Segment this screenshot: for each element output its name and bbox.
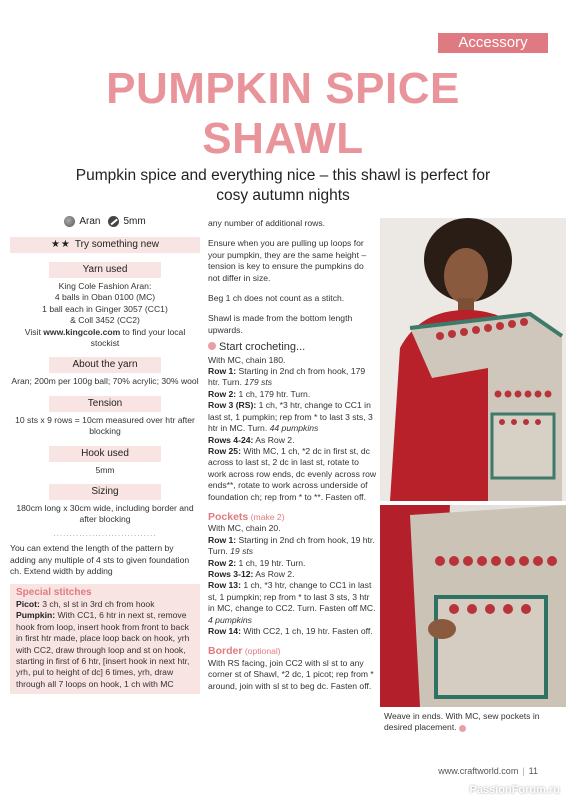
row-text: As Row 2. [253,434,295,445]
hook-used-text: 5mm [95,464,115,475]
difficulty-label: Try something new [74,239,160,250]
row-text: 1 ch, 19 htr. Turn. [236,557,306,568]
tension-heading: Tension [49,396,161,412]
difficulty-stars: ★★ [50,239,71,250]
pockets-intro: With MC, chain 20. [208,523,281,534]
row-text: 1 ch, 179 htr. Turn. [236,388,311,399]
about-yarn-section [10,357,200,387]
hook-used-section [10,446,200,476]
row-count: 179 sts [244,377,273,388]
row-label: Row 13: [208,580,241,591]
caption [384,711,554,734]
pocket-row [208,535,378,558]
row-label: Row 3 (RS): [208,400,257,411]
special-stitches-box [10,584,200,695]
start-heading-text: Start crocheting... [219,341,306,354]
pattern-row [208,389,378,400]
yarn-line: King Cole Fashion Aran: [58,281,152,291]
footer-separator: | [522,766,525,776]
shawl-closeup-photo [380,505,566,707]
sizing-section [10,484,200,539]
pockets-heading-text: Pockets [208,510,249,523]
end-mark-icon [459,725,466,732]
middle-column [208,218,378,692]
picot-text: 3 ch, sl st in 3rd ch from hook [39,598,155,609]
start-crocheting-heading [208,342,378,353]
hook-size [108,216,145,228]
tension-section [10,396,200,438]
shawl-model-illustration [380,218,566,501]
caption-text: Weave in ends. With MC, sew pockets in desired placement. [384,711,540,733]
standfirst: Pumpkin spice and everything nice – this shawl is perfect for cosy autumn nights [75,167,491,204]
pocket-row [208,626,378,637]
tension-text: 10 sts x 9 rows = 10cm measured over htr after blocking [15,414,195,437]
intro-paragraph: Shawl is made from the bottom length upwards. [208,313,353,335]
page-title-line-2: SHAWL [202,114,364,163]
bullet-dot-icon [208,342,216,350]
visit-prefix: Visit [24,326,44,337]
row-label: Row 1: [208,534,237,545]
yarn-line: 4 balls in Oban 0100 (MC) [54,292,156,303]
row-text: With CC2, 1 ch, 19 htr. Fasten off. [240,626,373,636]
page-title-line-1: PUMPKIN SPICE [106,64,460,113]
special-stitches-heading: Special stitches [16,586,92,598]
picot-label: Picot: [16,598,40,609]
row-count: 4 pumpkins [208,614,252,625]
left-column [10,214,200,694]
pocket-row [208,569,378,580]
intro-paragraph: Beg 1 ch does not count as a stitch. [208,293,345,304]
pumpkin-text: With CC1, 6 htr in next st, remove hook from loop, insert hook from front to back in first htr made, place loop back on hook, yrh with CC2, draw through loop and st on hook, starting in first of 6 htr, [insert hook in next htr, yrh, pul to height of dc] 6 times, yrh, draw through all 7 loops on hook, 1 ch with MC [16,610,190,689]
dotted-divider: ................................ [53,528,157,538]
border-heading [208,646,378,657]
start-intro: With MC, chain 180. [208,354,286,365]
row-label: Row 2: [208,388,237,399]
border-heading-text: Border [208,645,243,658]
sizing-text: 180cm long x 30cm wide, including border and after blocking [16,503,194,525]
pattern-row [208,435,378,446]
row-text: With MC, 1 ch, *2 dc in first st, dc across to last st, 2 dc in last st, rotate to work across row ends, dc evenly across row ends**, rotate to work across underside of foundation ch; rep from * to **. Fasten off. [208,445,377,502]
footer-site[interactable]: www.craftworld.com [438,766,519,776]
watermark: PassionForum.ru [469,784,560,796]
hook-used-heading: Hook used [49,446,161,462]
row-text: As Row 2. [253,568,295,579]
yarn-weight [64,216,100,228]
extend-text: You can extend the length of the pattern by adding any multiple of 4 sts to given foundation ch. Extend width by adding [10,543,190,577]
yarn-ball-icon [64,216,75,227]
page-number: 11 [528,766,538,776]
hook-size-label: 5mm [123,216,146,228]
yarn-used-text [10,281,200,349]
row-label: Row 2: [208,557,237,568]
section-tag: Accessory [438,33,548,53]
pockets-note: (make 2) [248,511,285,522]
row-label: Rows 3-12: [208,568,254,579]
hook-icon [108,216,119,227]
row-text: Starting in 2nd ch from hook, 19 htr. Turn. [208,534,375,557]
pattern-row [208,446,378,503]
yarn-line: & Coll 3452 (CC2) [70,315,140,326]
row-label: Rows 4-24: [208,434,254,445]
pocket-row [208,580,378,626]
yarn-used-heading: Yarn used [49,262,161,278]
pattern-row [208,366,378,389]
pumpkin-label: Pumpkin: [16,610,56,621]
about-yarn-heading: About the yarn [49,357,161,373]
visit-suffix: to find your local stockist [90,326,186,349]
row-text: Starting in 2nd ch from hook, 179 htr. Turn. [208,366,366,388]
row-label: Row 14: [208,626,241,636]
row-count: 19 sts [230,546,254,557]
page-footer [438,766,538,776]
row-count: 44 pumpkins [269,423,319,434]
specs-row [10,214,200,230]
border-note: (optional) [242,646,281,657]
yarn-weight-label: Aran [79,216,101,228]
about-yarn-text: Aran; 200m per 100g ball; 70% acrylic; 30% wool [11,376,199,387]
sizing-heading: Sizing [49,484,161,500]
row-label: Row 25: [208,445,241,456]
yarn-line: 1 ball each in Ginger 3057 (CC1) [42,303,168,314]
row-text: 1 ch, *3 htr, change to CC1 in last st, 1 pumpkin; rep from * to last 3 sts, 3 htr in MC. Turn. [208,400,373,434]
yarn-used-section [10,262,200,349]
pumpkin-definition [16,610,194,690]
intro-paragraph: any number of additional rows. [208,218,326,228]
picot-definition [16,599,194,610]
intro-paragraph: Ensure when you are pulling up loops for your pumpkin, they are the same height – tension is key to ensure the pumpkins do not differ in size. [208,238,367,283]
row-text: 1 ch, *3 htr, change to CC1 in last st, 1 pumpkin; rep from * to last 3 sts, 3 htr in MC, change to CC2. Turn. Fasten off MC. [208,580,376,614]
kingcole-link[interactable]: www.kingcole.com [43,326,121,337]
difficulty-badge [10,237,200,253]
pattern-row [208,400,378,434]
border-text: With RS facing, join CC2 with sl st to any corner st of Shawl, *2 dc, 1 picot; rep from * around, join with sl st to beg dc. Fasten off. [208,657,374,691]
shawl-closeup-illustration [380,505,566,707]
model-photo-top [380,218,566,501]
row-label: Row 1: [208,366,237,377]
pocket-row [208,558,378,569]
pockets-heading [208,512,378,523]
